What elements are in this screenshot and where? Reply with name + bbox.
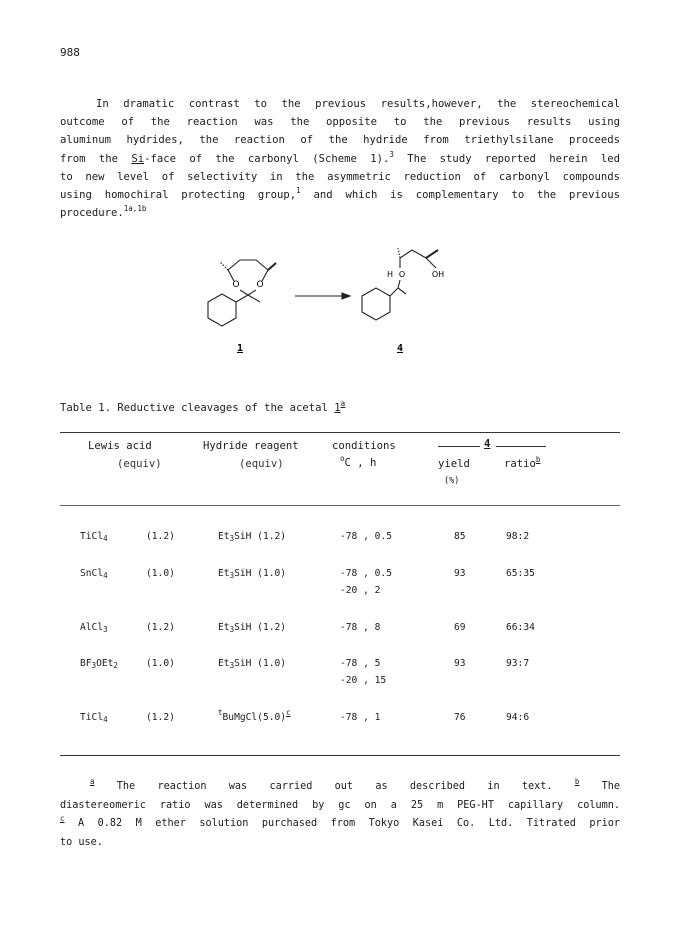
- paragraph-line-2: outcome of the reaction was the opposite to the previous results using: [60, 116, 620, 129]
- header-conditions: conditions: [332, 440, 396, 452]
- footnote-line-1: $^a$ The reaction was carried out as described in text. $^b$ The: [90, 777, 620, 792]
- paragraph-line-6: using homochiral protecting group,$^1$ and which is complementary to the previous: [60, 186, 620, 202]
- body-paragraph: [60, 95, 620, 222]
- header-product: 4: [484, 438, 491, 450]
- reaction-arrow: [295, 293, 350, 299]
- table-bottom-rule: [60, 755, 620, 756]
- paragraph-line-3: aluminum hydrides, the reaction of the hydride from triethylsilane proceeds: [60, 134, 620, 147]
- ether-oxygen-label: O: [398, 270, 406, 279]
- compound-label-4: 4: [396, 343, 404, 354]
- product-rule-right: [496, 446, 546, 447]
- header-ratio: ratio$^b$: [504, 455, 541, 470]
- paragraph-line-4: from the Si-face of the carbonyl (Scheme 1).$^3$ The study reported herein led: [60, 149, 620, 165]
- citation-1: 1: [296, 186, 301, 196]
- footnote-line-2: diastereomeric ratio was determined by gc on a 25 m PEG-HT capillary column.: [60, 799, 620, 811]
- product-rule-left: [438, 446, 480, 447]
- footnote-line-3: $^c$ A 0.82 M ether solution purchased from Tokyo Kasei Co. Ltd. Titrated prior: [60, 814, 620, 829]
- header-hydride: Hydride reagent: [203, 440, 299, 452]
- footnote-line-4: to use.: [60, 836, 103, 848]
- page-number: 988: [60, 46, 80, 59]
- table-footnotes: [60, 778, 620, 852]
- header-yield-unit: (%): [444, 476, 460, 486]
- paragraph-line-7: procedure.$^{1a,1b}$: [60, 204, 147, 220]
- header-lewis-acid: Lewis acid: [88, 440, 152, 452]
- header-yield: yield: [438, 458, 470, 470]
- si-face-text: Si: [131, 152, 145, 165]
- diol-structure-4: [362, 248, 438, 320]
- acetal-oxygen-right: O: [256, 280, 264, 290]
- header-hydride-unit: (equiv): [239, 458, 284, 470]
- citation-3: 3: [389, 149, 394, 159]
- reaction-scheme: [150, 238, 490, 358]
- table-top-rule: [60, 432, 620, 433]
- paragraph-line-1: In dramatic contrast to the previous results,however, the stereochemical: [96, 98, 620, 110]
- citation-1a1b: 1a,1b: [123, 204, 147, 214]
- header-conditions-unit: $^o$C , h: [340, 454, 377, 469]
- compound-label-1: 1: [236, 343, 244, 354]
- hydroxyl-label: OH: [431, 270, 445, 279]
- acetal-oxygen-left: O: [232, 280, 240, 290]
- paragraph-line-5: to new level of selectivity in the asymmetric reduction of carbonyl compounds: [60, 170, 620, 183]
- table-header-rule: [60, 505, 620, 506]
- header-lewis-acid-unit: (equiv): [117, 458, 162, 470]
- acetal-structure-1: [208, 260, 276, 326]
- table-title: Table 1. Reductive cleavages of the acetal 1$^a$: [60, 399, 346, 414]
- hydrogen-label: H: [386, 270, 394, 279]
